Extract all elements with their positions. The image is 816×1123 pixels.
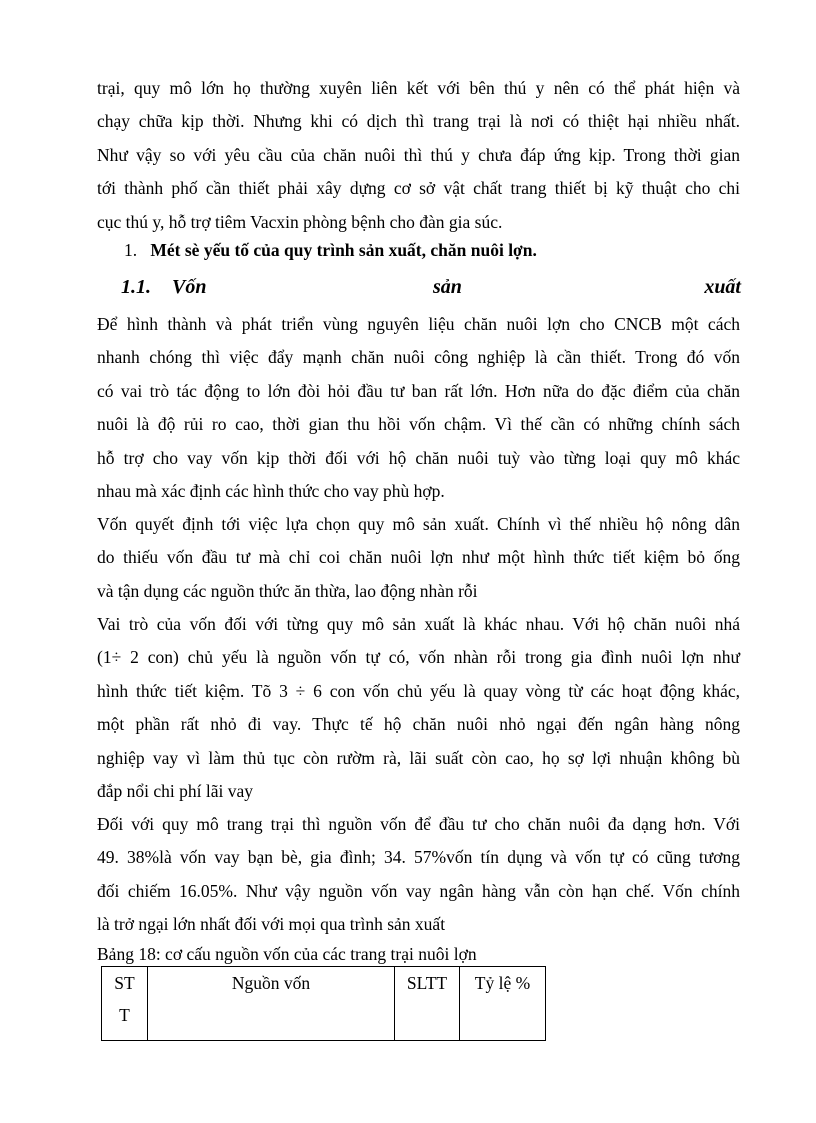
text-line: và tận dụng các nguồn thức ăn thừa, lao động nhàn rỗi	[97, 580, 478, 601]
text-line: Vốn quyết định tới việc lựa chọn quy mô sản xuất. Chính vì thế nhiều hộ nông dân	[97, 514, 740, 534]
paragraph-farm	[97, 808, 740, 942]
section-number: 1.	[124, 240, 138, 260]
text-line: đắp nổi chi phí lãi vay	[97, 780, 254, 801]
text-line: tới thành phố cần thiết phải xây dựng cơ sở vật chất trang thiết bị kỹ thuật cho chi	[97, 178, 740, 199]
section-heading	[124, 240, 537, 261]
subsection-title-word: xuất	[704, 276, 741, 298]
text-line: (1÷ 2 con) chủ yếu là nguồn vốn tự có, vốn nhàn rỗi trong gia đình nuôi lợn như	[97, 647, 740, 668]
table-header-source: Nguồn vốn	[148, 967, 395, 1041]
table-caption: Bảng 18: cơ cấu nguồn vốn của các trang trại nuôi lợn	[97, 944, 477, 964]
table-header-stt	[102, 967, 148, 1041]
text-line: 49. 38%là vốn vay bạn bè, gia đình; 34. 57%vốn tín dụng và vốn tự có cũng tương	[97, 847, 740, 868]
subsection-number: 1.1.	[121, 276, 151, 298]
text-line: hỗ trợ cho vay vốn kịp thời đối với hộ chăn nuôi tuỳ vào từng loại quy mô khác	[97, 447, 740, 468]
text-line: Vai trò của vốn đối với từng quy mô sản xuất là khác nhau. Với hộ chăn nuôi nhá	[97, 614, 740, 634]
text-line: đối chiếm 16.05%. Như vậy nguồn vốn vay ngân hàng vẫn còn hạn chế. Vốn chính	[97, 880, 740, 901]
paragraph-scale	[97, 508, 740, 608]
text-line: do thiếu vốn đầu tư mà chỉ coi chăn nuôi lợn như một hình thức tiết kiệm bỏ ống	[97, 547, 740, 568]
text-line: Để hình thành và phát triển vùng nguyên liệu chăn nuôi lợn cho CNCB một cách	[97, 314, 740, 334]
table-header-text: T	[119, 1005, 130, 1025]
text-line: Đối với quy mô trang trại thì nguồn vốn để đầu tư cho chăn nuôi đa dạng hơn. Với	[97, 814, 740, 834]
table-header-text: ST	[114, 973, 135, 993]
table-header-count: SLTT	[395, 967, 460, 1041]
text-line: trại, quy mô lớn họ thường xuyên liên kết với bên thú y nên có thể phát hiện và	[97, 78, 740, 98]
text-line: nghiệp vay vì làm thủ tục còn rườm rà, lãi suất còn cao, họ sợ lợi nhuận không bù	[97, 747, 740, 768]
text-line: có vai trò tác động to lớn đòi hỏi đầu tư ban rất lớn. Hơn nữa do đặc điểm của chăn	[97, 380, 740, 401]
paragraph-role	[97, 608, 740, 808]
subsection-title-word: Vốn	[172, 276, 207, 298]
table-header-percent: Tỷ lệ %	[460, 967, 546, 1041]
text-line: là trở ngại lớn nhất đối với mọi qua trình sản xuất	[97, 914, 446, 935]
subsection-title-word: sản	[433, 276, 462, 298]
paragraph-capital	[97, 308, 740, 508]
text-line: nhau mà xác định các hình thức cho vay phù hợp.	[97, 480, 445, 501]
text-line: hình thức tiết kiệm. Tõ 3 ÷ 6 con vốn chủ yếu là quay vòng từ các hoạt động khác,	[97, 680, 740, 701]
text-line: một phần rất nhỏ đi vay. Thực tế hộ chăn nuôi nhỏ ngại đến ngân hàng nông	[97, 714, 740, 735]
text-line: Như vậy so với yêu cầu của chăn nuôi thì thú y chưa đáp ứng kịp. Trong thời gian	[97, 144, 740, 165]
text-line: cục thú y, hỗ trợ tiêm Vacxin phòng bệnh cho đàn gia súc.	[97, 211, 503, 232]
text-line: nuôi là độ rủi ro cao, thời gian thu hồi vốn chậm. Vì thế cần có những chính sách	[97, 414, 740, 435]
table-header-row	[102, 967, 546, 1041]
text-line: chạy chữa kịp thời. Nhưng khi có dịch thì trang trại là nơi có thiệt hại nhiều nhất.	[97, 111, 740, 132]
section-title: Mét sè yếu tố của quy trình sản xuất, chăn nuôi lợn.	[150, 240, 537, 260]
capital-structure-table	[101, 966, 546, 1041]
text-line: nhanh chóng thì việc đẩy mạnh chăn nuôi công nghiệp là cần thiết. Trong đó vốn	[97, 347, 740, 368]
paragraph-top	[97, 72, 740, 239]
subsection-heading	[121, 276, 741, 306]
